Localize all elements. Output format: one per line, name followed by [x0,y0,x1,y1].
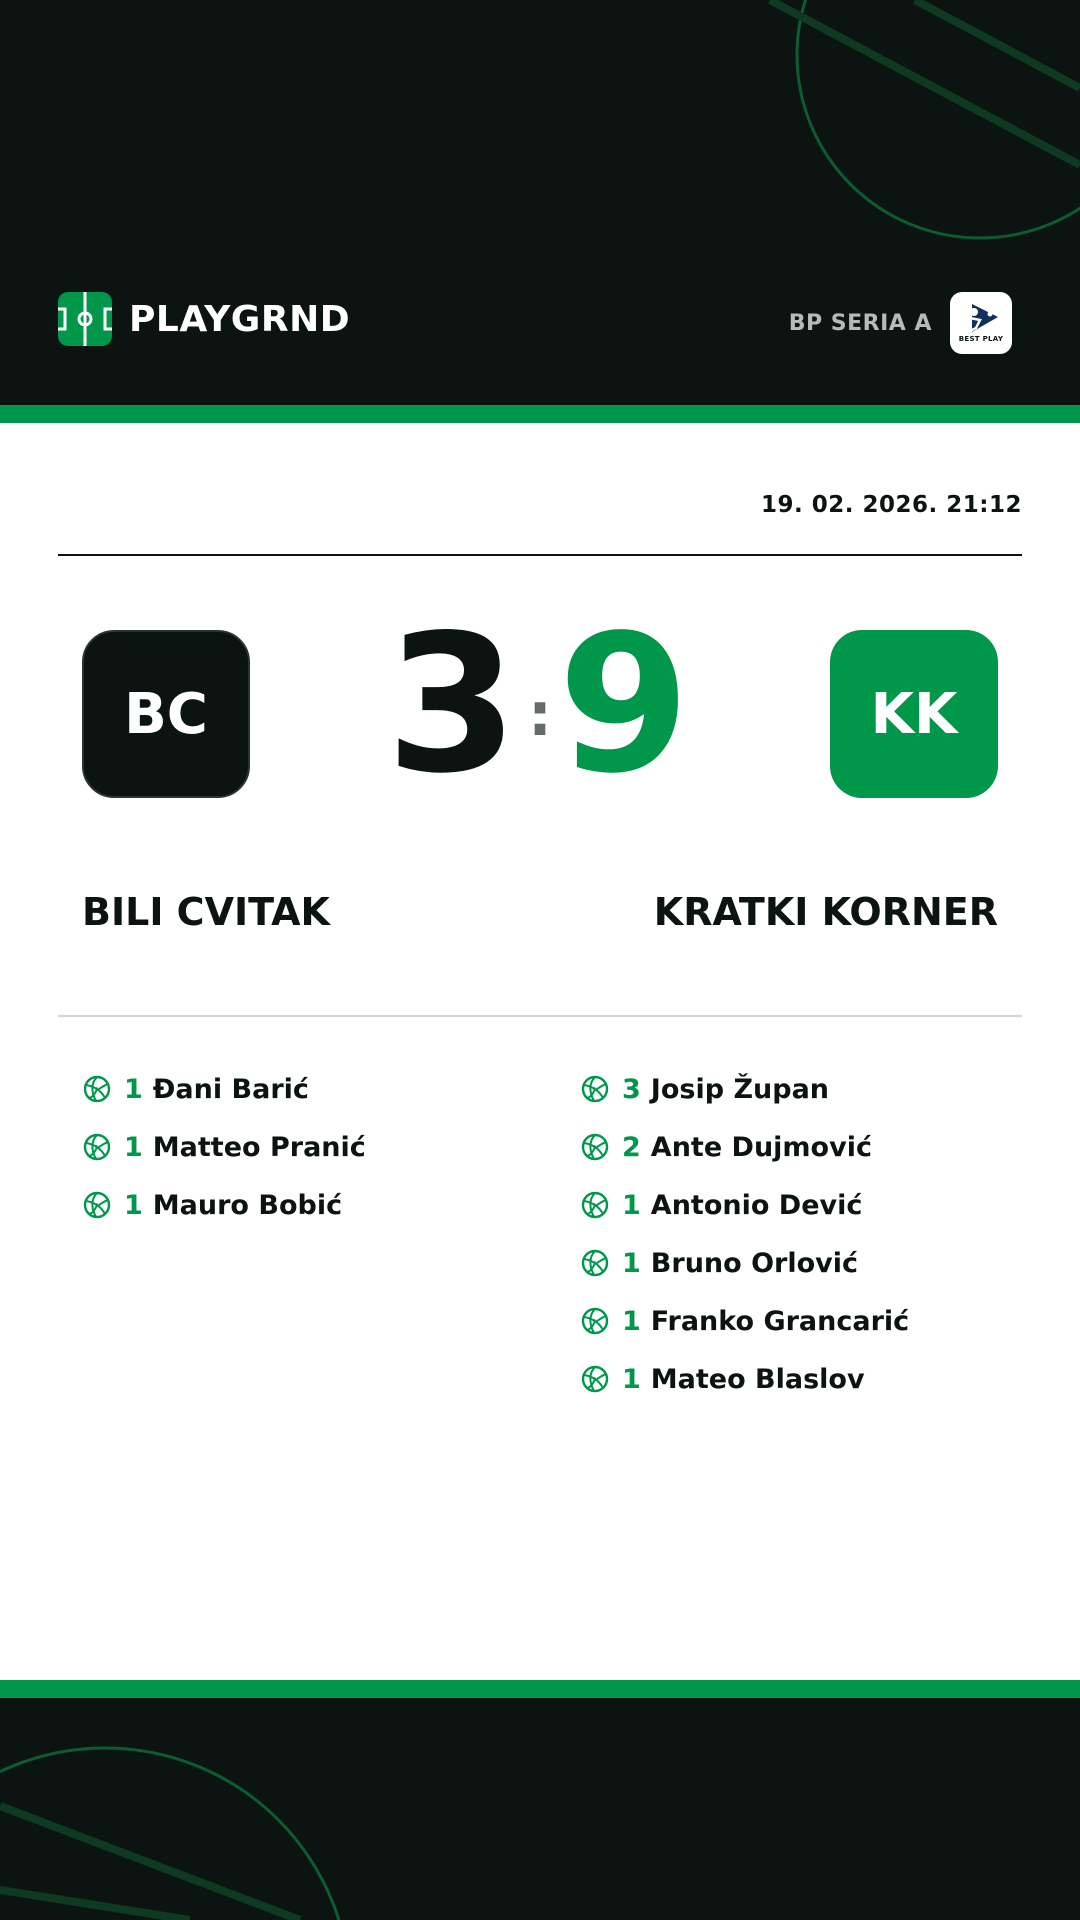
header-accent-bar [0,405,1080,423]
scorer-name: Josip Župan [650,1073,830,1105]
league-logo-text: BEST PLAY [958,335,1004,343]
field-icon [58,292,112,346]
scorer-goals: 1 [622,1305,641,1337]
league-logo [950,292,1012,354]
ball-icon [580,1364,610,1394]
away-team-name: KRATKI KORNER [653,890,998,934]
scorer-name: Đani Barić [152,1073,309,1105]
scorer-item [580,1350,909,1408]
ball-icon [82,1074,112,1104]
scorer-goals: 1 [622,1247,641,1279]
home-team-name: BILI CVITAK [82,890,330,934]
divider [58,1015,1022,1017]
home-score: 3 [385,594,519,815]
ball-icon [82,1132,112,1162]
scorer-item [82,1060,366,1118]
ball-icon [580,1190,610,1220]
header [0,0,1080,405]
league [789,292,1012,354]
brand [58,292,350,346]
home-scorers-list [82,1060,366,1234]
ball-icon [580,1248,610,1278]
score-separator: : [528,680,552,750]
scorer-goals: 2 [622,1131,641,1163]
scorer-item [580,1234,909,1292]
scorer-item [580,1176,909,1234]
scorer-goals: 1 [124,1131,143,1163]
match-datetime: 19. 02. 2026. 21:12 [761,492,1022,518]
footer [0,1698,1080,1920]
scorer-item [580,1292,909,1350]
scorer-item [82,1176,366,1234]
scorer-goals: 1 [622,1363,641,1395]
brand-name: PLAYGRND [129,298,351,340]
player-icon [950,292,1012,354]
scorer-name: Matteo Pranić [152,1131,366,1163]
field-lines-decoration [0,1698,1080,1920]
ball-icon [580,1306,610,1336]
scorer-name: Mateo Blaslov [650,1363,865,1395]
scorer-item [82,1118,366,1176]
scorer-goals: 3 [622,1073,641,1105]
scorer-item [580,1118,909,1176]
scorer-name: Ante Dujmović [650,1131,872,1163]
scorer-name: Franko Grancarić [650,1305,910,1337]
scorer-goals: 1 [124,1073,143,1105]
home-team-badge: BC [82,630,250,798]
away-team-badge: KK [830,630,998,798]
divider [58,554,1022,556]
scorer-name: Mauro Bobić [152,1189,343,1221]
scorer-goals: 1 [622,1189,641,1221]
scorer-name: Antonio Dević [650,1189,863,1221]
away-scorers-list [580,1060,909,1408]
away-score: 9 [557,594,691,815]
scorer-name: Bruno Orlović [650,1247,859,1279]
ball-icon [82,1190,112,1220]
league-name: BP SERIA A [788,310,932,336]
ball-icon [580,1132,610,1162]
footer-accent-bar [0,1680,1080,1698]
scorer-goals: 1 [124,1189,143,1221]
scorer-item [580,1060,909,1118]
ball-icon [580,1074,610,1104]
